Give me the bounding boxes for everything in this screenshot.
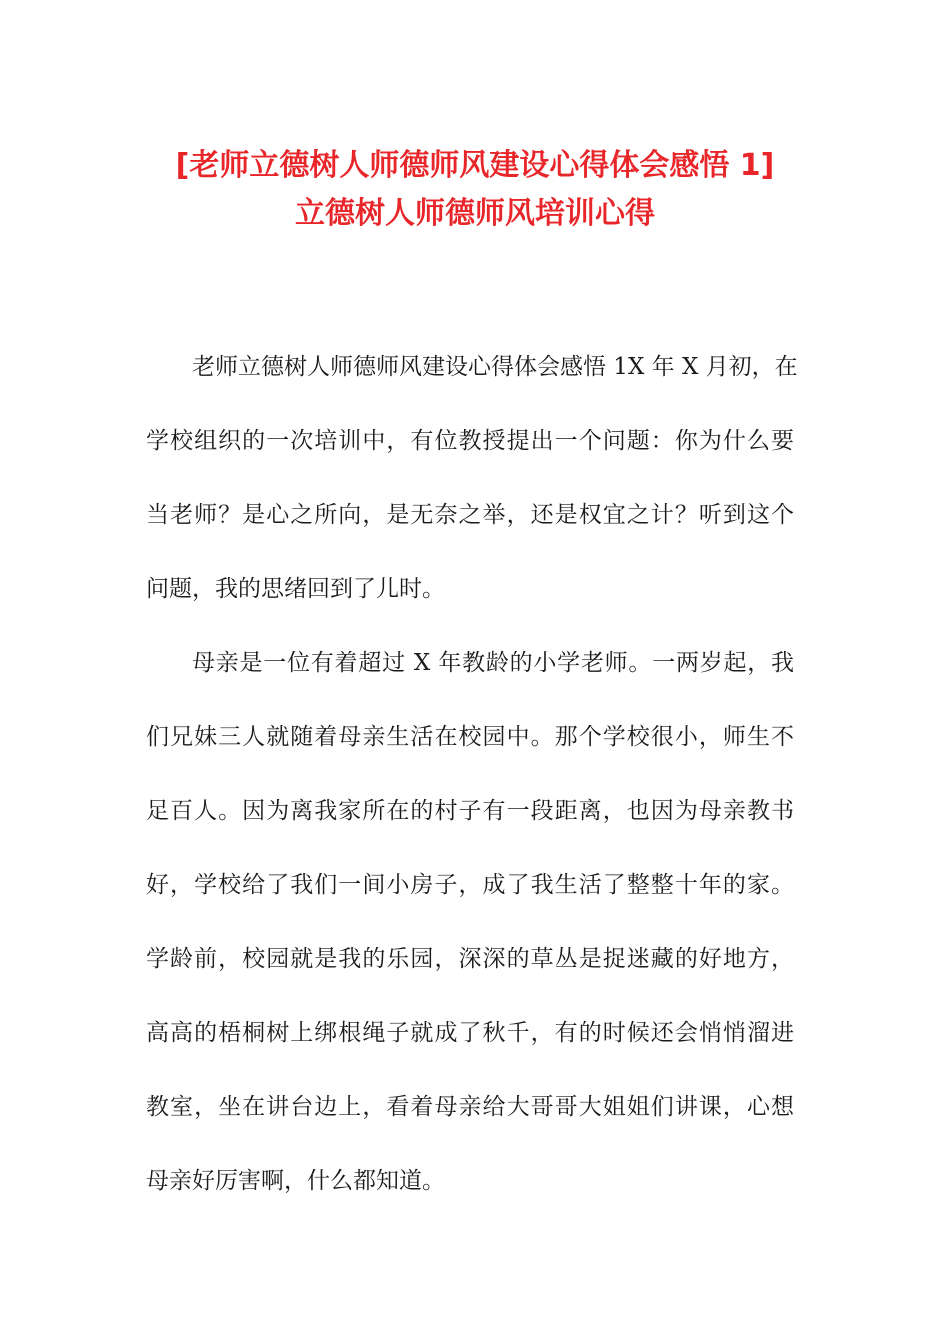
paragraph-line: 高高的梧桐树上绑根绳子就成了秋千，有的时候还会悄悄溜进 (146, 1020, 794, 1046)
title-line-2: 立德树人师德师风培训心得 (295, 196, 655, 231)
paragraph-line: 好，学校给了我们一间小房子，成了我生活了整整十年的家。 (146, 872, 794, 898)
paragraph-line: 老师立德树人师德师风建设心得体会感悟 1X 年 X 月初，在 (192, 354, 798, 380)
paragraph-line: 当老师？是心之所向，是无奈之举，还是权宜之计？听到这个 (146, 502, 794, 528)
paragraph-line: 教室，坐在讲台边上，看着母亲给大哥哥大姐姐们讲课，心想 (146, 1094, 794, 1120)
paragraph-line: 学校组织的一次培训中，有位教授提出一个问题：你为什么要 (146, 428, 794, 454)
title-line-1: [老师立德树人师德师风建设心得体会感悟 1] (175, 148, 775, 183)
paragraph-line: 母亲是一位有着超过 X 年教龄的小学老师。一两岁起，我 (192, 650, 794, 676)
paragraph-line: 母亲好厉害啊，什么都知道。 (146, 1168, 445, 1194)
paragraph-line: 学龄前，校园就是我的乐园，深深的草丛是捉迷藏的好地方， (146, 946, 794, 972)
paragraph-2 (146, 626, 794, 1218)
paragraph-line: 们兄妹三人就随着母亲生活在校园中。那个学校很小，师生不 (146, 724, 794, 750)
paragraph-line: 足百人。因为离我家所在的村子有一段距离，也因为母亲教书 (146, 798, 794, 824)
document-body (146, 330, 798, 1218)
paragraph-line: 问题，我的思绪回到了儿时。 (146, 576, 445, 602)
paragraph-1 (146, 330, 798, 626)
document-title (60, 142, 890, 238)
